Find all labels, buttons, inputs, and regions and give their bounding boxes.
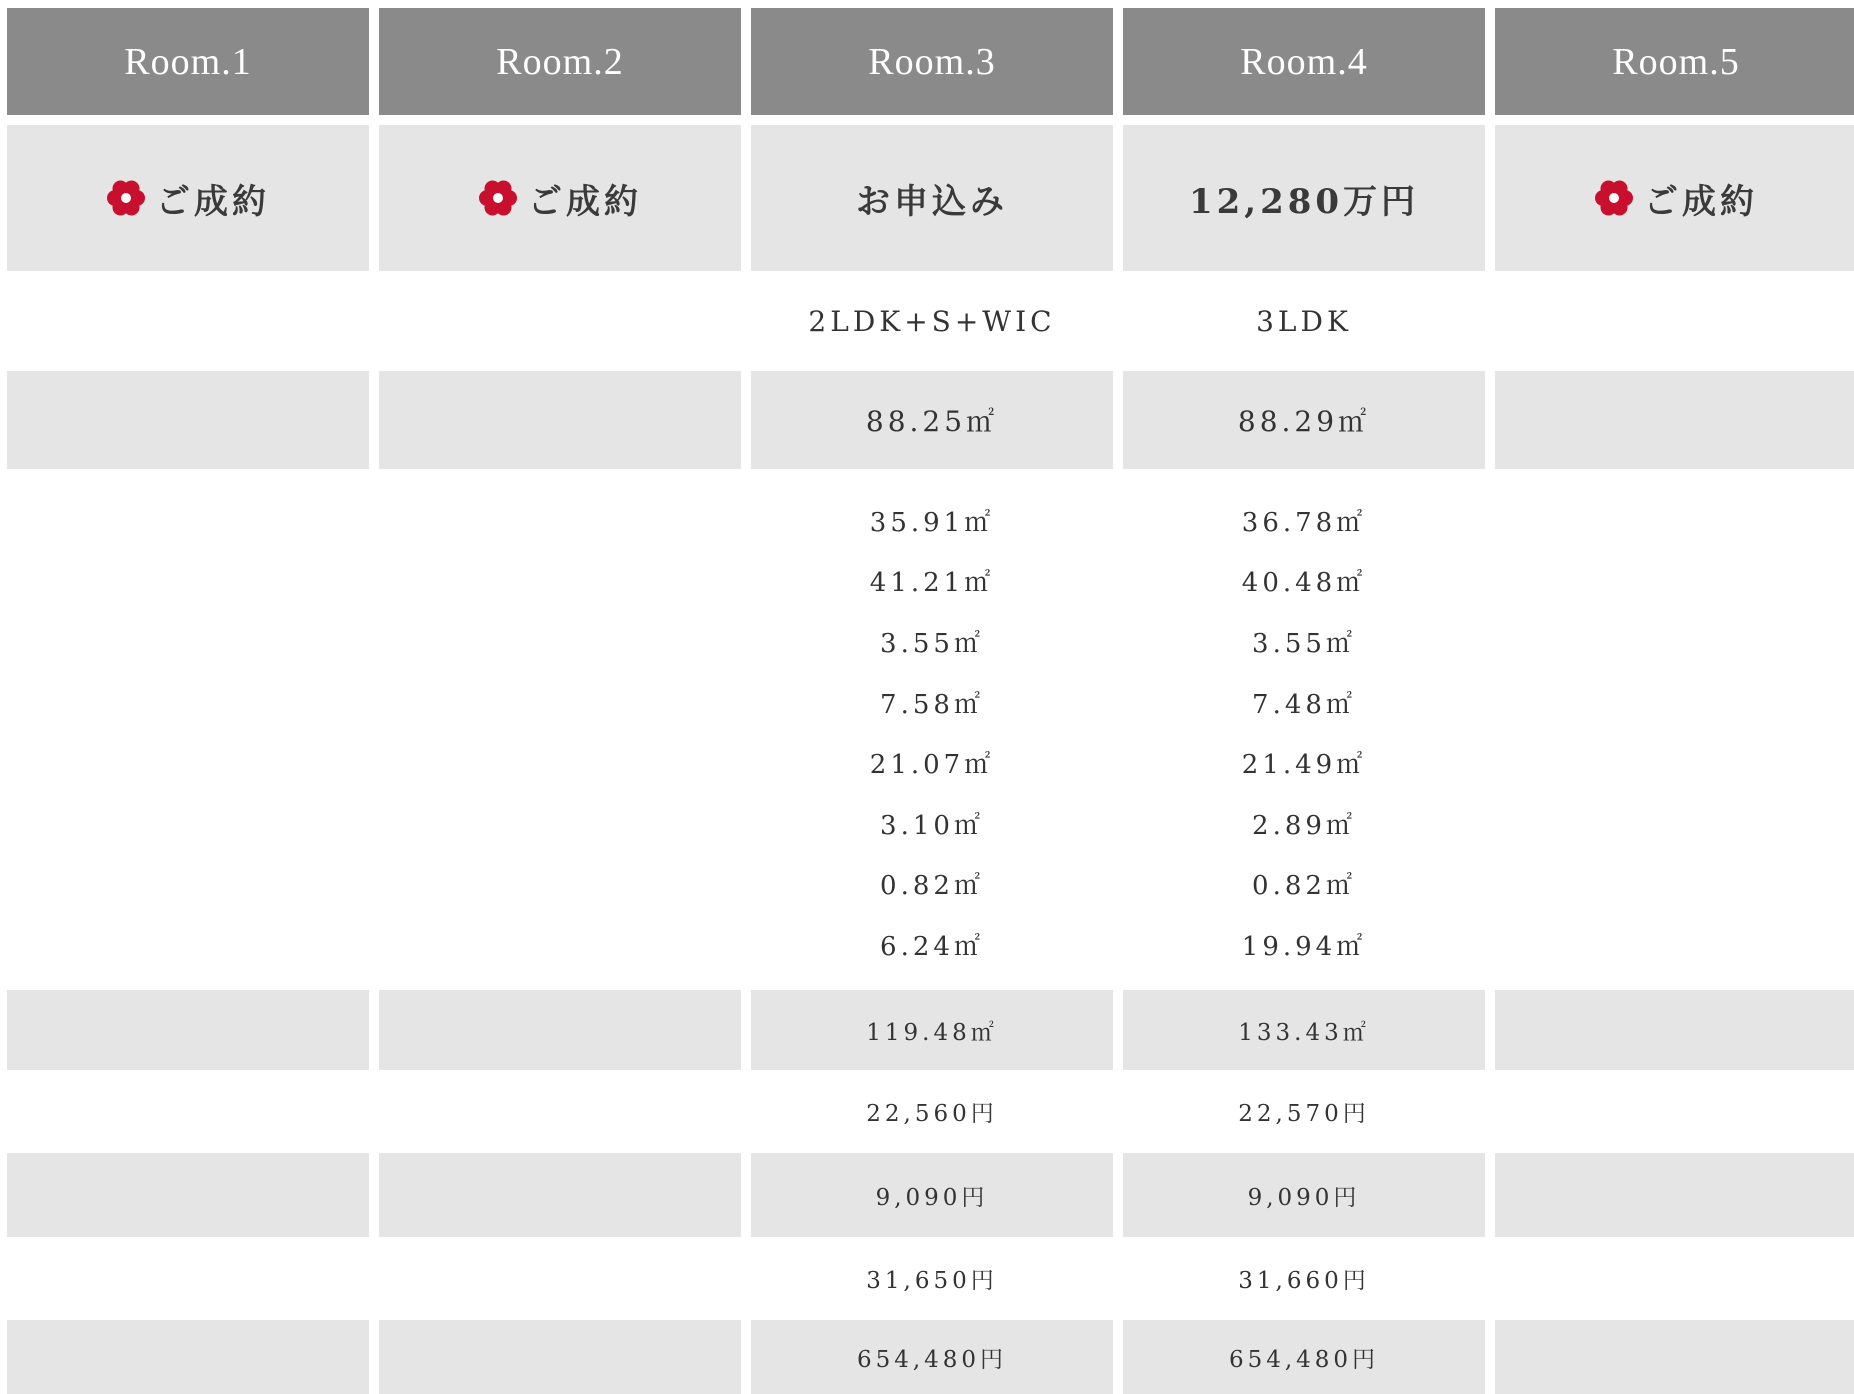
area-detail-row: 3.55㎡ [1252,628,1356,659]
layout-type-cell: 3LDK [1256,304,1352,338]
fee-cell-1 [379,1070,741,1153]
area-detail-row [7,793,369,854]
fee-cell-3 [1495,1237,1854,1320]
area-detail-row: 0.82㎡ [880,871,984,902]
status-label: 12,280万円 [1188,181,1420,222]
fee-cell-1 [1495,1070,1854,1153]
area-detail-row: 3.55㎡ [880,628,984,659]
sold-badge [478,174,642,223]
fee-cell-3: 31,650円 [866,1268,998,1294]
fee-cell-2: 9,090円 [1123,1153,1485,1237]
area-detail-row [1495,490,1854,551]
area-detail-row [7,551,369,612]
sold-label: ご成約 [528,181,642,222]
room-header: Room.4 [1123,8,1485,115]
sold-label: ご成約 [156,181,270,222]
room-header: Room.3 [751,8,1113,115]
area-detail-row [7,854,369,915]
total-area-cell [1495,990,1854,1070]
sold-badge [1594,174,1758,223]
flower-icon [1594,178,1634,218]
flower-icon [106,178,146,218]
fee-cell-3: 31,660円 [1238,1268,1370,1294]
status-label: お申込み [856,181,1008,222]
layout-type-cell: 2LDK+S+WIC [808,304,1056,338]
status-cell [751,125,1113,271]
fee-cell-2 [1495,1153,1854,1237]
area-detail-row [1495,793,1854,854]
room-header: Room.1 [7,8,369,115]
fee-cell-2 [7,1153,369,1237]
status-cell [1123,125,1485,271]
area-detail-row [379,490,741,551]
area-detail-row [379,551,741,612]
fee-cell-1: 22,570円 [1238,1101,1370,1127]
fee-cell-1 [7,1070,369,1153]
layout-type-cell [7,271,369,371]
fee-cell-2: 9,090円 [751,1153,1113,1237]
area-detail-row: 19.94㎡ [1241,931,1367,962]
area-detail-row [1495,854,1854,915]
total-area-cell [379,990,741,1070]
area-detail-row [1495,611,1854,672]
area-detail-row: 35.91㎡ [869,507,995,538]
fee-cell-4 [7,1320,369,1394]
area-detail-row: 21.07㎡ [869,750,995,781]
layout-type-cell [379,271,741,371]
fee-cell-2 [379,1153,741,1237]
area-detail-row [1495,732,1854,793]
area-detail-row: 7.48㎡ [1252,689,1356,720]
status-cell [379,125,741,271]
room-header: Room.5 [1495,8,1854,115]
floor-area-cell: 88.29㎡ [1123,371,1485,469]
area-detail-row [7,914,369,975]
status-cell [1495,125,1854,271]
status-cell [7,125,369,271]
fee-cell-3 [379,1237,741,1320]
area-details-cell [1123,490,1485,980]
total-area-cell: 119.48㎡ [751,990,1113,1070]
area-detail-row [7,490,369,551]
sold-label: ご成約 [1644,181,1758,222]
fee-cell-4 [1495,1320,1854,1394]
area-detail-row: 21.49㎡ [1241,750,1367,781]
area-details-cell [7,490,369,980]
fee-cell-4: 654,480円 [1123,1320,1485,1394]
flower-icon [478,178,518,218]
area-detail-row: 41.21㎡ [869,568,995,599]
area-detail-row: 0.82㎡ [1252,871,1356,902]
sold-badge [106,174,270,223]
area-detail-row [7,672,369,733]
floor-area-cell [1495,371,1854,469]
area-detail-row [379,611,741,672]
floor-area-cell [379,371,741,469]
area-detail-row [7,611,369,672]
area-detail-row [379,854,741,915]
floor-area-cell: 88.25㎡ [751,371,1113,469]
room-header: Room.2 [379,8,741,115]
area-details-cell [751,490,1113,980]
area-detail-row [1495,914,1854,975]
floor-area-cell [7,371,369,469]
area-detail-row: 40.48㎡ [1241,568,1367,599]
total-area-cell [7,990,369,1070]
area-detail-row: 3.10㎡ [880,810,984,841]
area-detail-row [379,793,741,854]
area-detail-row [379,672,741,733]
fee-cell-4: 654,480円 [751,1320,1113,1394]
total-area-cell: 133.43㎡ [1123,990,1485,1070]
area-details-cell [1495,490,1854,980]
area-detail-row [379,732,741,793]
fee-cell-4 [379,1320,741,1394]
area-detail-row: 7.58㎡ [880,689,984,720]
layout-type-cell [1495,271,1854,371]
area-details-cell [379,490,741,980]
area-detail-row [7,732,369,793]
area-detail-row [379,914,741,975]
fee-cell-1: 22,560円 [866,1101,998,1127]
fee-cell-3 [7,1237,369,1320]
area-detail-row [1495,672,1854,733]
area-detail-row [1495,551,1854,612]
area-detail-row: 6.24㎡ [880,931,984,962]
area-detail-row: 2.89㎡ [1252,810,1356,841]
area-detail-row: 36.78㎡ [1241,507,1367,538]
